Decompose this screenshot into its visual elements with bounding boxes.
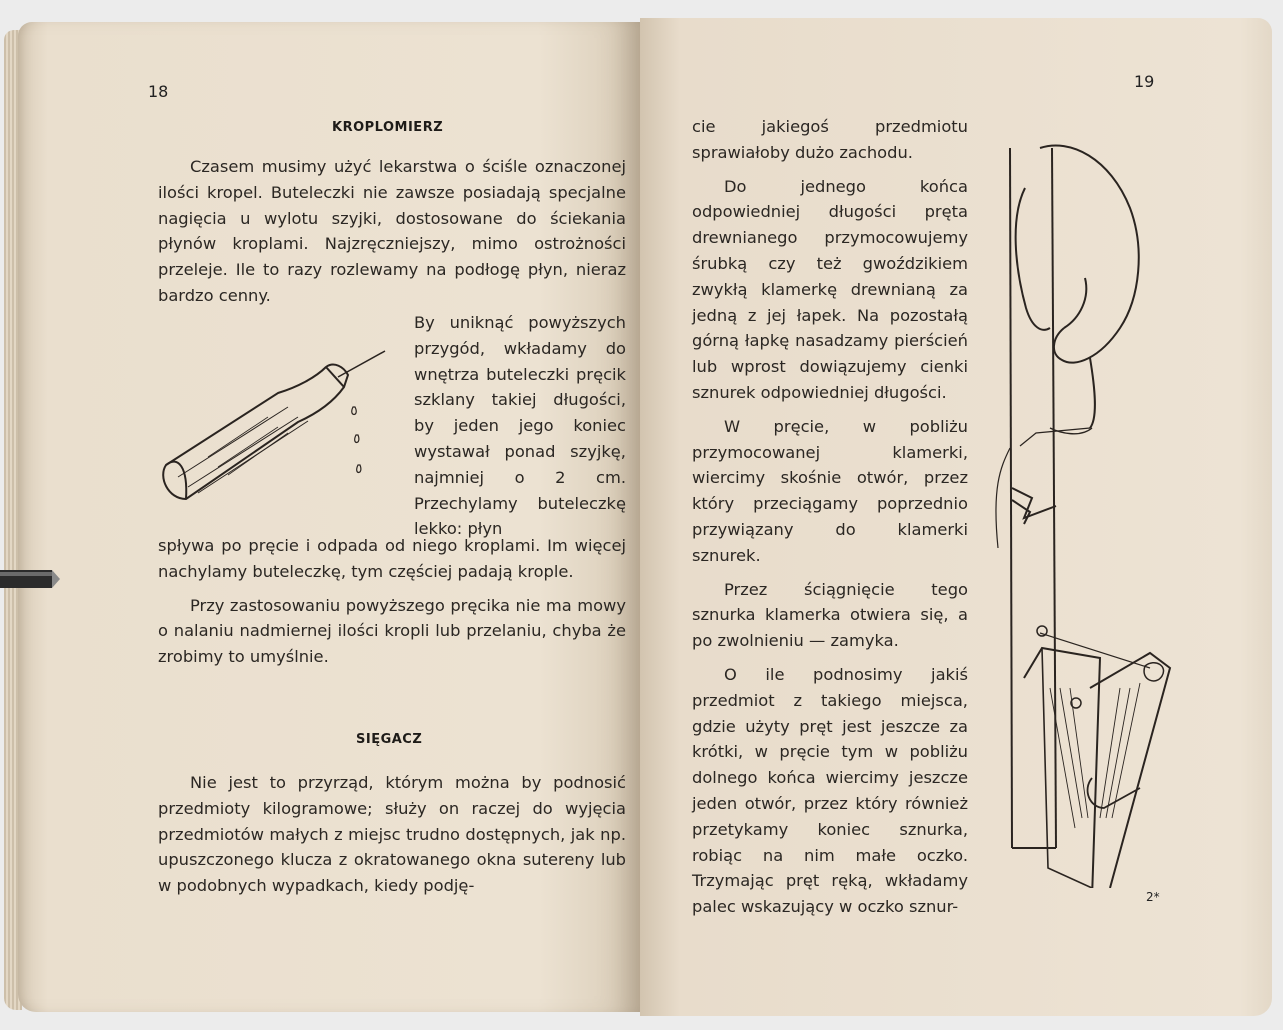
section-title-kroplomierz: KROPLOMIERZ bbox=[332, 120, 444, 135]
bottle-dropper-illustration bbox=[148, 347, 418, 537]
siegacz-text-continued bbox=[692, 114, 968, 920]
paragraph: Przy zastosowaniu powyższego pręcika nie ma mowy o nalaniu nadmiernej ilości kropli lub przelaniu, chyba że zrobimy to umyślnie. bbox=[158, 595, 626, 667]
reacher-tool-illustration bbox=[980, 128, 1190, 888]
paragraph: Czasem musimy użyć lekarstwa o ściśle oznaczonej ilości kropel. Buteleczki nie zawsze posiadają specjalne nagięcia u wylotu szyjki, dostosowane do ściekania płynów kroplami. Najzręczniejszy, mimo ostrożności przeleje. Ile to razy rozlewamy na podłogę płyn, nieraz bardzo cenny. bbox=[158, 157, 626, 305]
right-page bbox=[640, 18, 1272, 1016]
paragraph: Do jednego końca odpowiedniej długości pręta drewnianego przymocowujemy śrubką czy też gwoździkiem zwykłą klamerkę drewnianą za jedną z jej łapek. Na pozostałą górną łapkę nasadzamy pierścień lub wprost dowiązujemy cienki sznurek odpowiedniej długości. bbox=[692, 176, 968, 402]
left-page bbox=[18, 22, 640, 1012]
paragraph: Przez ściągnięcie tego sznurka klamerka otwiera się, a po zwolnieniu — zamyka. bbox=[692, 579, 968, 651]
kroplomierz-text-top bbox=[158, 154, 626, 309]
pencil-icon bbox=[0, 564, 60, 594]
paragraph: cie jakiegoś przedmiotu sprawiałoby dużo zachodu. bbox=[692, 117, 968, 162]
kroplomierz-text-bottom bbox=[158, 533, 626, 670]
paragraph: Nie jest to przyrząd, którym można by podnosić przedmioty kilogramowe; służy on raczej do wyjęcia przedmiotów małych z miejsc trudno dostępnych, jak np. upuszczonego klucza z okratowanego okna sutereny lub w podobnych wypadkach, kiedy podję- bbox=[158, 773, 626, 896]
paragraph: W pręcie, w pobliżu przymocowanej klamerki, wiercimy skośnie otwór, przez który przeciągamy poprzednio przywiązany do klamerki sznurek. bbox=[692, 416, 968, 565]
kroplomierz-text-wrapped: By uniknąć powyższych przygód, wkładamy do wnętrza buteleczki pręcik szklany takiej długości, by jeden jego koniec wystawał ponad szyjkę, najmniej o 2 cm. Przechylamy buteleczkę lekko: płyn bbox=[414, 313, 626, 539]
paragraph: O ile podnosimy jakiś przedmiot z takiego miejsca, gdzie użyty pręt jest jeszcze za krótki, w pręcie tym w pobliżu dolnego końca wiercimy jeszcze jeden otwór, przez który również przetykamy koniec sznurka, robiąc na nim małe oczko. Trzymając pręt ręką, wkładamy palec wskazujący w oczko sznur- bbox=[692, 664, 968, 917]
page-number-right: 19 bbox=[1134, 72, 1155, 91]
section-title-siegacz: SIĘGACZ bbox=[356, 732, 423, 747]
signature-mark: 2* bbox=[1146, 890, 1160, 904]
page-number-left: 18 bbox=[148, 82, 169, 101]
siegacz-text bbox=[158, 770, 626, 899]
paragraph: spływa po pręcie i odpada od niego kroplami. Im więcej nachylamy buteleczkę, tym częściej padają krople. bbox=[158, 536, 626, 581]
